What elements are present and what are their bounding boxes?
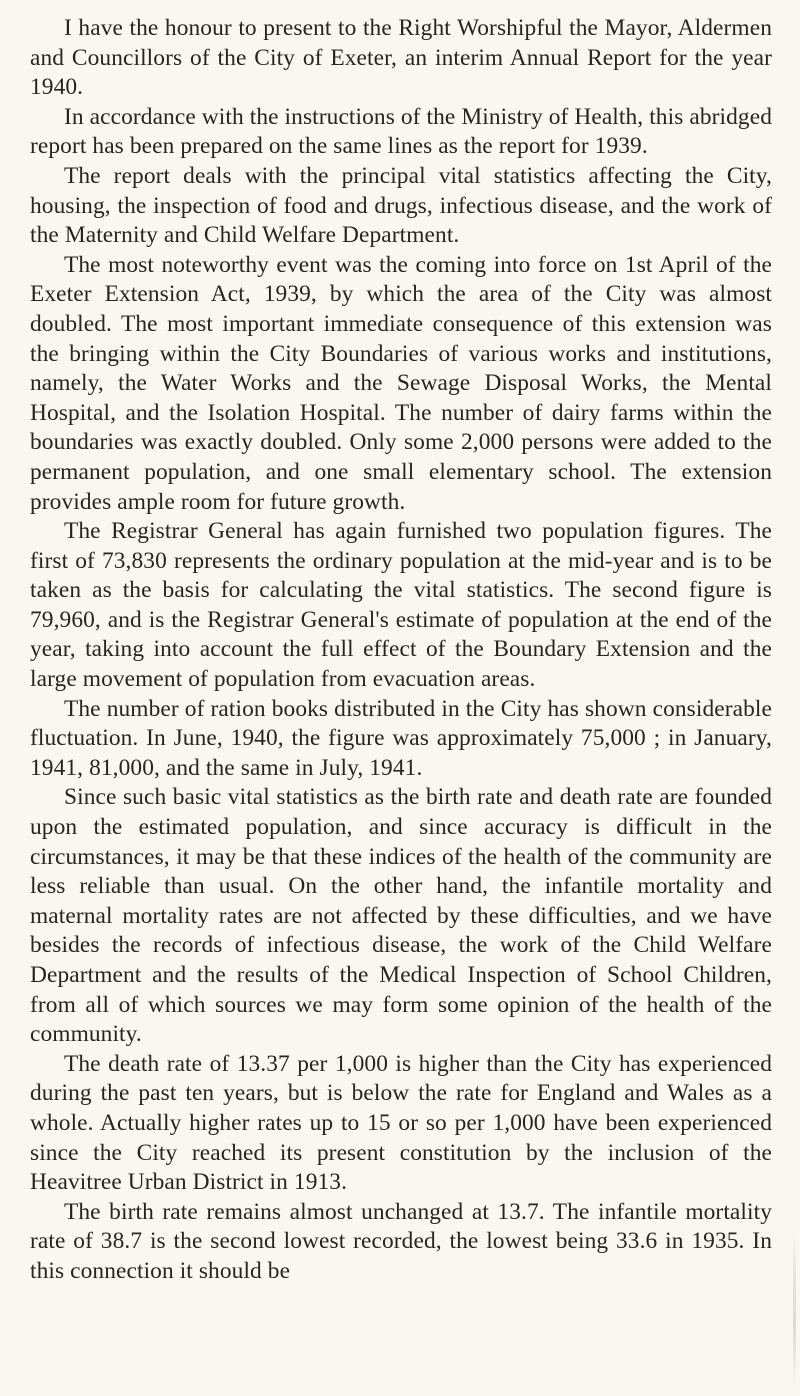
paragraph-ministry-instructions: In accordance with the instructions of the Ministry of Health, this abridged report has been prepared on the same lines as the report for 1939.: [30, 103, 772, 160]
paragraph-introduction: I have the honour to present to the Right Worshipful the Mayor, Aldermen and Councillors of the City of Exeter, an interim Annual Report for the year 1940.: [30, 15, 772, 101]
paragraph-extension-act: The most noteworthy event was the coming into force on 1st April of the Exeter Extension Act, 1939, by which the area of the City was almost doubled. The most important immediate consequence of this extension was the bringing within the City Boundaries of various works and institutions, namely, the Water Works and the Sewage Disposal Works, the Mental Hospital, and the Isolation Hospital. The number of dairy farms within the boundaries was exactly doubled. Only some 2,000 persons were added to the permanent population, and one small elementary school. The extension provides ample room for future growth.: [30, 251, 772, 515]
paragraph-ration-books: The number of ration books distributed in the City has shown considerable fluctuation. In June, 1940, the figure was approximately 75,000 ; in January, 1941, 81,000, and the same in July, 1941.: [30, 695, 772, 781]
scan-edge-shadow: [793, 1230, 796, 1390]
paragraph-population-figures: The Registrar General has again furnished two population figures. The first of 73,830 represents the ordinary population at the mid-year and is to be taken as the basis for calculating the vital statistics. The second figure is 79,960, and is the Registrar General's estimate of population at the end of the year, taking into account the full effect of the Boundary Extension and the large movement of population from evacuation areas.: [30, 518, 772, 693]
paragraph-birth-rate: The birth rate remains almost unchanged at 13.7. The infantile mortality rate of 38.7 is the second lowest recorded, the lowest being 33.6 in 1935. In this connection it should be: [30, 1198, 772, 1284]
paragraph-vital-statistics: Since such basic vital statistics as the birth rate and death rate are founded upon the estimated population, and since accuracy is difficult in the circumstances, it may be that these indices of the health of the community are less reliable than usual. On the other hand, the infantile mortality and maternal mortality rates are not affected by these difficulties, and we have besides the records of infectious disease, the work of the Child Welfare Department and the results of the Medical Inspection of School Children, from all of which sources we may form some opinion of the health of the community.: [30, 784, 772, 1048]
paragraph-report-scope: The report deals with the principal vital statistics affecting the City, housing, the inspection of food and drugs, infectious disease, and the work of the Maternity and Child Welfare Department.: [30, 162, 772, 249]
paragraph-death-rate: The death rate of 13.37 per 1,000 is higher than the City has experienced during the past ten years, but is below the rate for England and Wales as a whole. Actually higher rates up to 15 or so per 1,000 have been experienced since the City reached its present constitution by the inclusion of the Heavitree Urban District in 1913.: [30, 1050, 772, 1196]
